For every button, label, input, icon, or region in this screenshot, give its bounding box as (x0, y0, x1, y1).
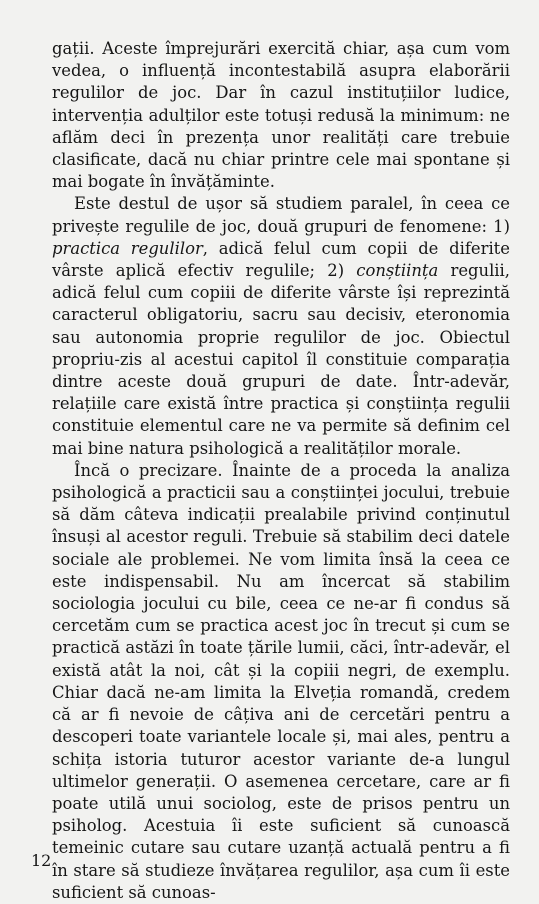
paragraph (52, 38, 510, 193)
page-number: 12 (31, 851, 52, 870)
text-run: , adică felul cum copii de diferite vârste aplică efectiv regulile; 2) (52, 238, 510, 281)
text-run: regulii, adică felul cum copiii de diferite vârste își reprezintă caracterul obligatoriu, sacru sau decisiv, eteronomia sau autonomia proprie regulilor de joc. Obiectul propriu-zis al acestui capitol îl constituie comparația dintre aceste două grupuri de date. Într-adevăr, relațiile care există între practica și conștiința regulii constituie elementul care ne va permite să definim cel mai bine natura psihologică a realităților morale. (52, 261, 511, 458)
italic-term: conștiința (356, 261, 439, 281)
paragraph (52, 193, 510, 459)
text-run: Este destul de ușor să studiem paralel, în ceea ce privește regulile de joc, două grupuri de fenomene: 1) (52, 194, 510, 236)
italic-term: practica regulilor (52, 238, 203, 258)
text-run: Încă o precizare. Înainte de a proceda la analiza psihologică a practicii sau a conștiinței jocului, trebuie să dăm câteva indicații prealabile privind conținutul însuși al acestor reguli. Trebuie să stabilim deci datele sociale ale problemei. Ne vom limita însă la ceea ce este indispensabil. Nu am încercat să stabilim sociologia jocului cu bile, ceea ce ne-ar fi condus să cercetăm cum se practica acest joc în trecut și cum se practică astăzi în toate țările lumii, căci, într-adevăr, el există atât la noi, cât și la copiii negri, de exemplu. Chiar dacă ne-am limita la Elveția romandă, credem că ar fi nevoie de câțiva ani de cercetări pentru a descoperi toate variantele locale și, mai ales, pentru a schița istoria tuturor acestor variante de-a lungul ultimelor generații. O asemenea cercetare, care ar fi poate utilă unui sociolog, este de prisos pentru un psiholog. Acestuia îi este suficient să cunoască temeinic cutare sau cutare uzanță actuală pentru a fi în stare să studieze învățarea regulilor, așa cum îi este suficient să cunoas- (52, 460, 510, 902)
paragraph (52, 460, 510, 904)
text-run: gații. Aceste împrejurări exercită chiar, așa cum vom vedea, o influență incontestabilă asupra elaborării regulilor de joc. Dar în cazul instituțiilor ludice, intervenția adulților este totuși redusă la minimum: ne aflăm deci în prezența unor realități care trebuie clasificate, dacă nu chiar printre cele mai spontane și mai bogate în învățăminte. (52, 39, 510, 192)
body-text (52, 38, 510, 904)
